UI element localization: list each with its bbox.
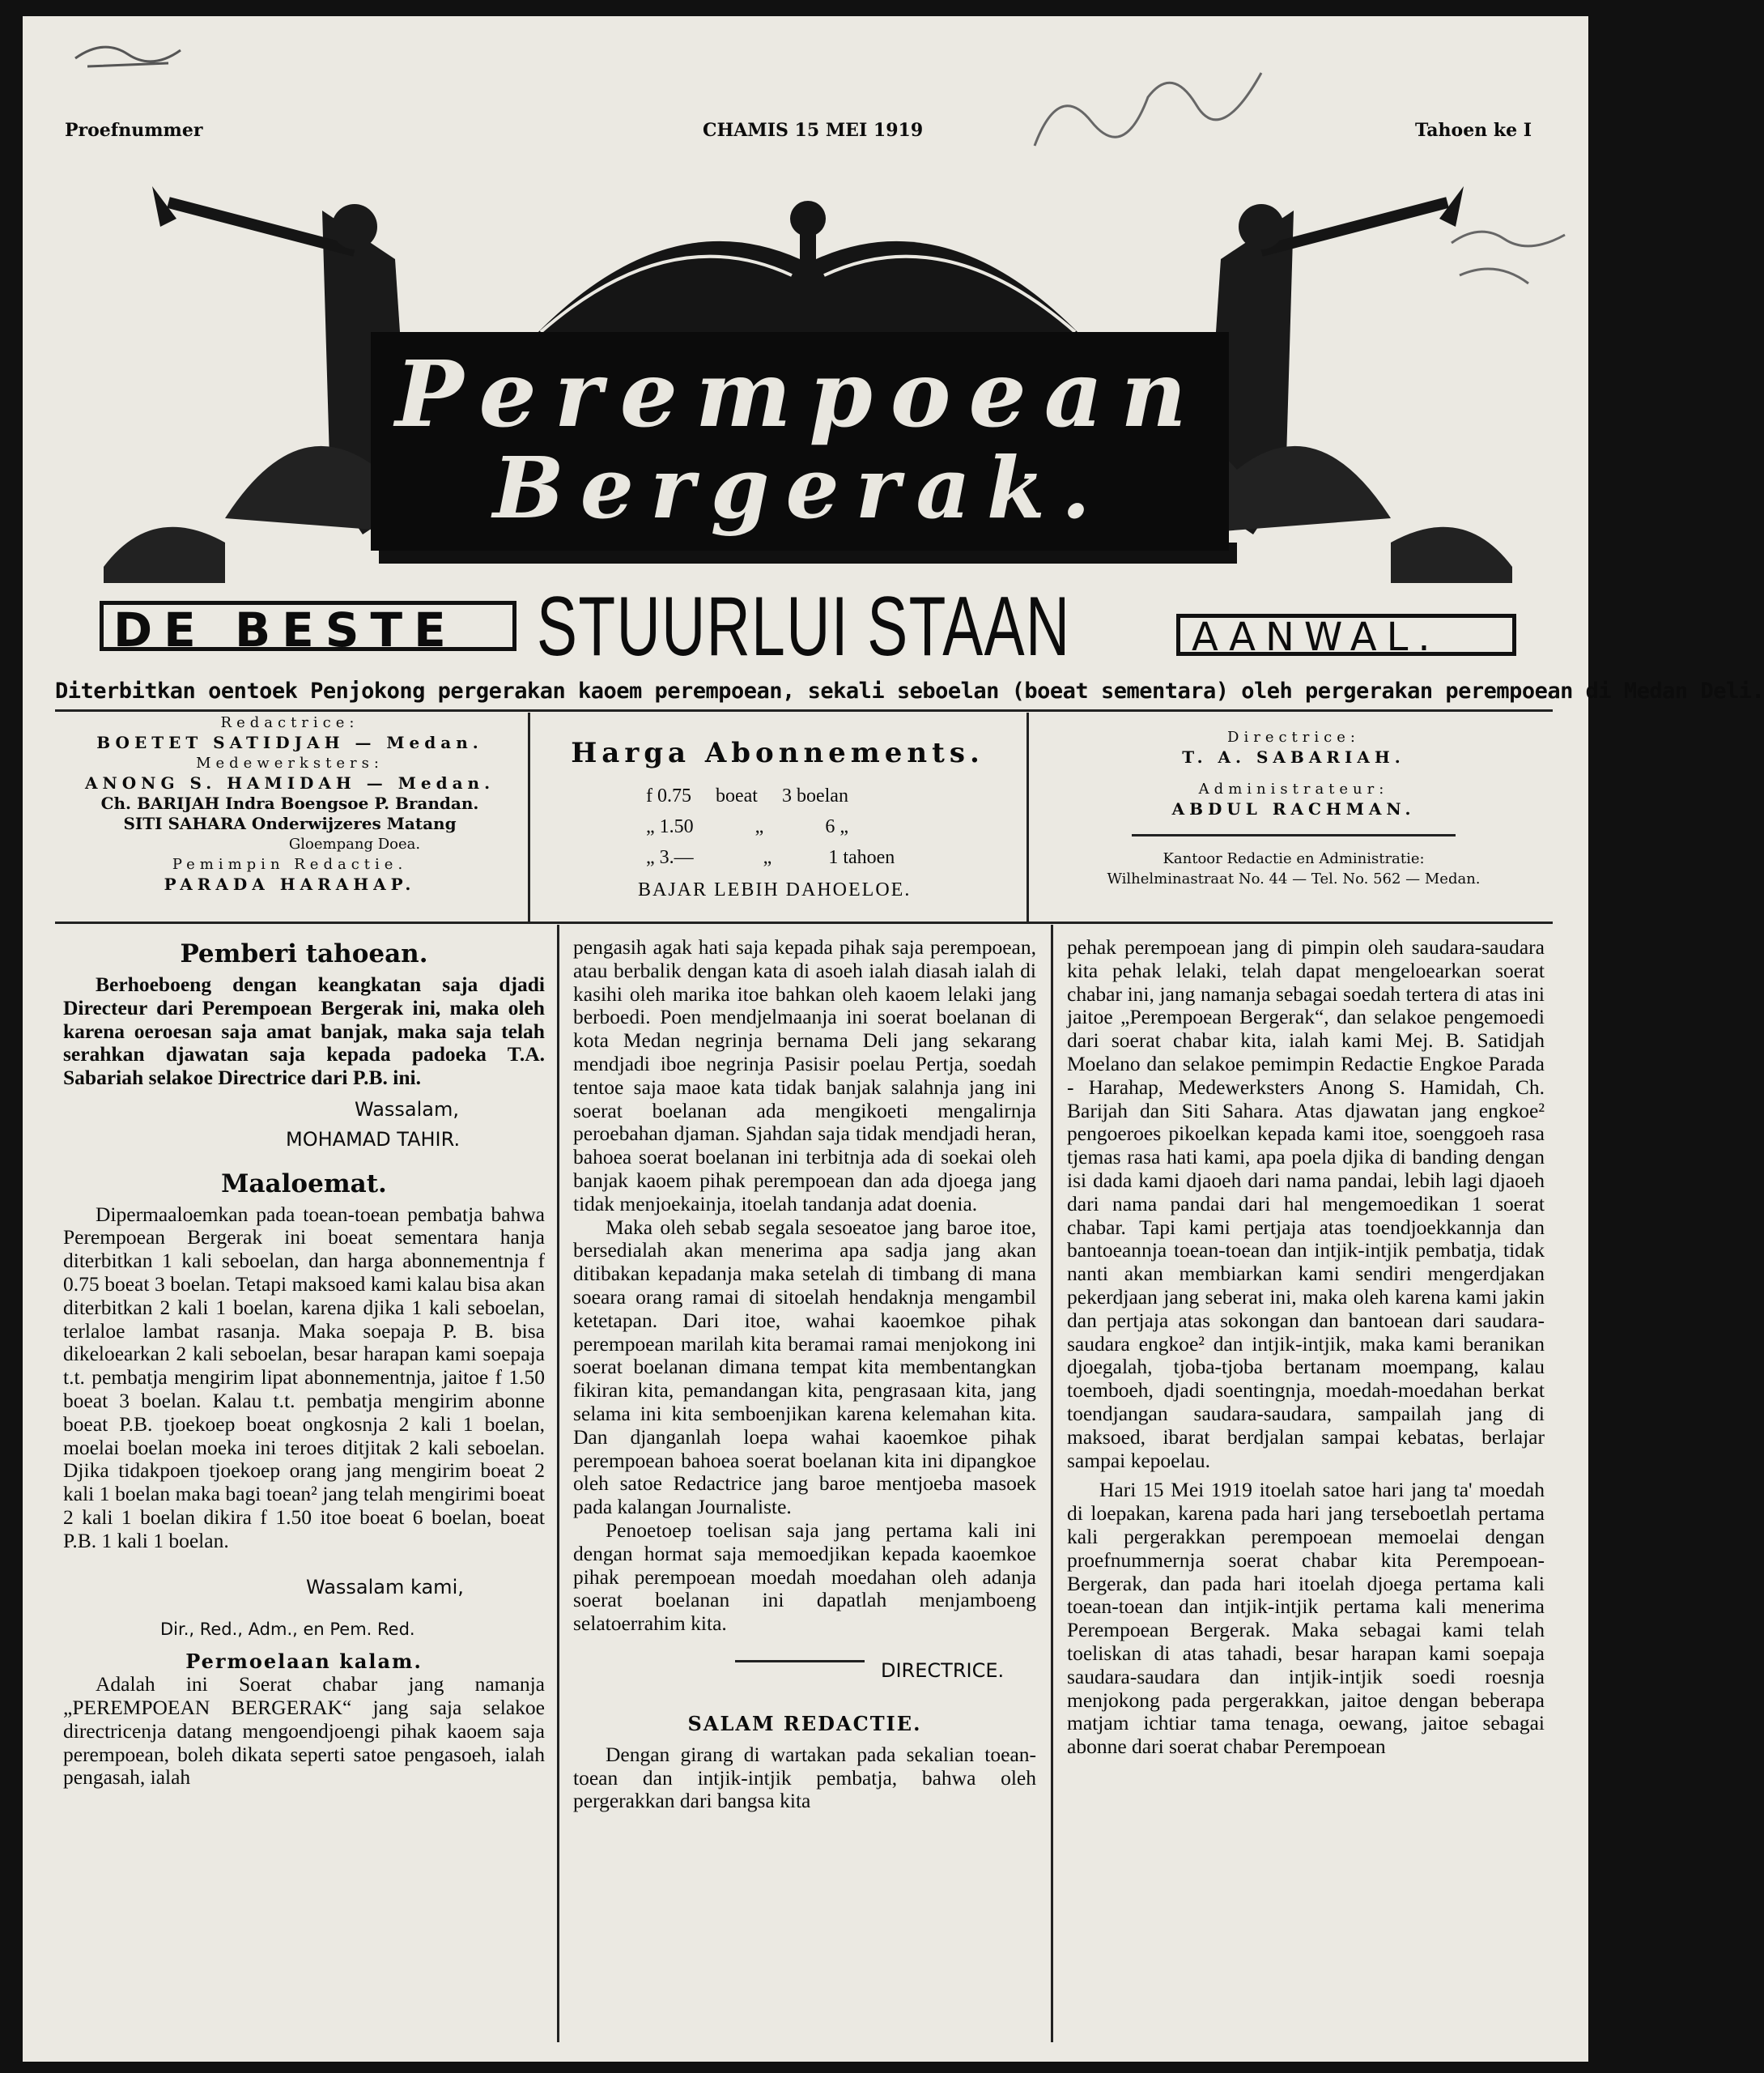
signature-salutation: Wassalam, xyxy=(355,1097,459,1121)
administrateur-label: Administrateur: xyxy=(1198,781,1389,798)
signature-name: Dir., Red., Adm., en Pem. Red. xyxy=(160,1620,415,1640)
pencil-scribble-topright xyxy=(1027,49,1269,173)
column-2 xyxy=(573,936,1036,1813)
issue-label: Proefnummer xyxy=(65,120,203,141)
price-period: 6 „ xyxy=(825,816,848,837)
motto-part-1: DE BESTE xyxy=(100,601,516,651)
column-3 xyxy=(1067,936,1545,1759)
heading-permoelaan-kalam: Permoelaan kalam. xyxy=(185,1649,423,1674)
redactrice-label: Redactrice: xyxy=(220,714,359,731)
medewerkster-3-place: Gloempang Doea. xyxy=(288,836,421,853)
direction-box xyxy=(1035,713,1553,889)
medewerksters-label: Medewerksters: xyxy=(196,755,384,772)
newspaper-page xyxy=(23,16,1764,2062)
volume-label: Tahoen ke I xyxy=(1415,120,1532,141)
signature-name: DIRECTRICE. xyxy=(881,1658,1005,1682)
title-line-1: Perempoean xyxy=(395,342,1205,448)
office-label: Kantoor Redactie en Administratie: xyxy=(1163,850,1425,867)
issue-date: CHAMIS 15 MEI 1919 xyxy=(703,120,924,141)
price-row-2 xyxy=(646,816,848,838)
office-address: Wilhelminastraat No. 44 — Tel. No. 562 — Medan. xyxy=(1107,870,1481,888)
title-line-2: Bergerak. xyxy=(492,438,1107,538)
subscription-title: Harga Abonnements. xyxy=(571,737,984,769)
scribble-mark xyxy=(1027,49,1269,170)
price-period: 1 tahoen xyxy=(828,847,895,868)
motto-bar xyxy=(100,580,1516,674)
medewerkster-3: SITI SAHARA Onderwijzeres Matang xyxy=(123,814,457,833)
motto-part-3: AANWAL. xyxy=(1176,614,1516,656)
column-divider xyxy=(557,925,559,2042)
article-paragraph: Penoetoep toelisan saja jang pertama kali ini dengan hormat saja memoedjikan kepada kaoemkoe pihak perempoean moedah moedahan oleh adanja soerat boelanan ini dapatlah menjamboeng selatoerrahim kita. xyxy=(573,1518,1036,1636)
publication-subtitle: Diterbitkan oentoek Penjokong pergerakan kaoem perempoean, sekali seboelan (boeat sementara) oleh pergerakan perempoean di Medan Deli. xyxy=(55,679,1764,704)
motto-part-2: STUURLUI STAAN xyxy=(537,580,1071,674)
redactrice-name: BOETET SATIDJAH — Medan. xyxy=(96,733,483,752)
price-boeat: boeat xyxy=(716,785,758,807)
divider xyxy=(735,1660,865,1662)
heading-pemberi-tahoean: Pemberi tahoean. xyxy=(180,939,428,968)
signature-name: MOHAMAD TAHIR. xyxy=(286,1127,461,1151)
article-paragraph: Adalah ini Soerat chabar jang namanja „PEREMPOEAN BERGERAK“ jang saja selakoe directricenja datang mengoendjoengi pihak kaoem saja perempoean, boleh dikata seperti satoe pengasoeh, ialah pengasah, ialah xyxy=(63,1672,545,1790)
price-boeat: „ xyxy=(763,847,772,868)
price-row-1 xyxy=(646,785,848,807)
article-paragraph: Dengan girang di wartakan pada sekalian toean-toean dan intjik-intjik pembatja, bahwa oleh pergerakkan dari bangsa kita xyxy=(573,1742,1036,1813)
column-divider xyxy=(1051,925,1053,2042)
price-amount: „ 1.50 xyxy=(646,816,694,837)
scribble-mark xyxy=(71,34,185,74)
signature-salutation: Wassalam kami, xyxy=(306,1575,464,1598)
article-paragraph: Maka oleh sebab segala sesoeatoe jang baroe itoe, bersedialah akan menerima apa sadja jang akan ditibakan kepadanja maka setelah di timbang di mana soeara orang ramai di sitoelah hendaknja mengambil ketetapan. Dari itoe, wahai kaoemkoe pihak perempoean marilah kita beramai ramai menjokong ini soerat boelanan dimana tempat kita membentangkan fikiran kita, pemandangan kita, pengrasaan kita, jang selama ini kita semboenjikan karena kelemahan kita. Dan djanganlah loepa wahai kaoemkoe pihak perempoean bahoea soerat boelanan kita ini dipangkoe oleh satoe Redactrice jang baroe mentjoeba masoek pada kalangan Journaliste. xyxy=(573,1215,1036,1519)
article-paragraph: Berhoeboeng dengan keangkatan saja djadi Directeur dari Perempoean Bergerak ini, maka oleh karena oeroesan saja amat banjak, maka saja telah serahkan djawatan saja kepada padoeka T.A. Sabariah selakoe Directrice dari P.B. ini. xyxy=(63,973,545,1090)
article-paragraph: Hari 15 Mei 1919 itoelah satoe hari jang ta' moedah di loepakan, karena pada hari jang terseboetlah pertama kali pergerakkan perempoean memoelai dengan proefnummernja soerat chabar kita Perempoean-Bergerak, dan pada hari itoelah djoega pertama kali toean-toean dan intjik-intjik pertama kali menerima Perempoean Bergerak. Maka sebagai kami telah toeliskan di atas tahadi, besar harapan kami soepaja saudara-saudara dan intjik-intjik soedi roesnja menjokong pada pergerakkan, jaitoe dengan beberapa matjam ichtiar tama tenaga, oewang, jaitoe sebagai abonne dari soerat chabar Perempoean xyxy=(1067,1478,1545,1759)
pencil-scribble-topleft xyxy=(71,34,185,83)
article-paragraph: Dipermaaloemkan pada toean-toean pembatja bahwa Perempoean Bergerak ini boeat sementara hanja diterbitkan 1 kali seboelan, dan harga abonnementnja f 0.75 boeat 3 boelan. Tetapi maksoed kami kalau bisa akan diterbitkan 2 kali 1 boelan, karena djika 1 kali seboelan, terlaloe lambat rasanja. Maka soepaja P. B. bisa dikeloearkan 2 kali seboelan, besar harapan kami soepaja t.t. pembatja mengirim lipat abonnementnja, jaitoe f 1.50 boeat 3 boelan. Kalau t.t. pembatja mengirim abonne boeat P.B. tjoekoep boeat ongkosnja 2 kali 1 boelan, moelai boelan moeka ini teroes ditjitak 2 kali seboelan. Djika tidakpoen tjoekoep orang jang mengirim boeat 2 kali 1 boelan maka bagi toean² jang telah mengirimi boeat 2 kali 1 boelan dikira f 1.50 itoe boeat 6 boelan, boeat P.B. 1 kali 1 boelan. xyxy=(63,1202,545,1552)
price-amount: „ 3.— xyxy=(646,847,694,868)
directrice-name: T. A. SABARIAH. xyxy=(1182,747,1405,767)
heading-maaloemat: Maaloemat. xyxy=(221,1168,387,1198)
pemimpin-label: Pemimpin Redactie. xyxy=(172,856,408,873)
directrice-label: Directrice: xyxy=(1227,729,1360,746)
redaction-box xyxy=(55,713,525,895)
article-paragraph: pengasih agak hati saja kepada pihak saja perempoean, atau berbalik dengan kata di asoeh ialah diasah ialah di kasihi oleh marika itoe bahkan oleh kaoem lelaki jang berboedi. Poen mendjelmaanja ini soerat boelanan di kota Medan negrinja bernama Deli jang sekarang mendjadi iboe negrinja Pasisir poelau Pertja, soedah tentoe saja maoe kata tidak banjak salahnja jang ini soerat boelanan ada mengikoeti mengalirnja peroebahan djaman. Sjahdan saja tidak mendjadi heran, bahoea soerat boelanan ini terbitnja ada di soekai oleh banjak kaoem pihak perempoean dan ada djoega jang tidak menjoekainja, itoelah tandanja adat doenia. xyxy=(573,935,1036,1215)
price-boeat: „ xyxy=(754,816,764,837)
divider xyxy=(1132,834,1456,836)
price-amount: f 0.75 xyxy=(646,785,691,807)
medewerkster-1: ANONG S. HAMIDAH — Medan. xyxy=(84,773,495,793)
price-period: 3 boelan xyxy=(781,785,848,807)
subscription-footer: BAJAR LEBIH DAHOELOE. xyxy=(638,879,912,900)
divider xyxy=(528,713,530,923)
price-row-3 xyxy=(646,847,895,869)
medewerkster-2: Ch. BARIJAH Indra Boengsoe P. Brandan. xyxy=(100,794,479,813)
newspaper-title xyxy=(371,332,1229,551)
divider xyxy=(55,922,1553,924)
subscription-box xyxy=(533,713,1022,915)
divider xyxy=(1027,713,1029,923)
heading-salam-redactie: SALAM REDACTIE. xyxy=(687,1711,922,1735)
pemimpin-name: PARADA HARAHAP. xyxy=(164,875,416,894)
divider xyxy=(55,709,1553,712)
article-paragraph: pehak perempoean jang di pimpin oleh saudara-saudara kita pehak lelaki, telah dapat mengeloearkan soerat chabar ini, jang namanja sebagai soedah tertera di atas ini jaitoe „Perempoean Bergerak“, dan selakoe pengemoedi dari soerat chabar kita, ialah kami Mej. B. Satidjah Moelano dan selakoe pemimpin Redactie Engkoe Parada - Harahap, Medewerksters Anong S. Hamidah, Ch. Barijah dan Siti Sahara. Atas djawatan jang engkoe² pengoeroes pikoelkan kepada kami itoe, soenggoeh rasa tjemas rasa hati kami, apa poela djika di banding dengan isi dada kami djaoeh dari nama pandai, lebih lagi djaoeh dari nama pandai dari hal mengemoedikan 1 soerat chabar. Tapi kami pertjaja atas toendjoekkannja dan bantoeannja toean-toean dan intjik-intjik pembatja, tidak nanti akan membiarkan kami sendiri mengerdjakan pekerdjaan jang seberat ini, maka oleh karena kami jakin dan pertjaja atas sokongan dan bantoean dari saudara-saudara engkoe² dan intjik-intjik, maka kami beranikan djoegalah, tjoba-tjoba bertanam moempang, kalau toemboeh, djadi soentingnja, moedah-moedahan berkat toendjangan saudara-saudara, sampailah jang di maksoed, ibarat berdjalan sampai kebatas, berlajar sampai kepoelau. xyxy=(1067,935,1545,1472)
column-1 xyxy=(63,939,545,1790)
administrateur-name: ABDUL RACHMAN. xyxy=(1171,799,1416,819)
